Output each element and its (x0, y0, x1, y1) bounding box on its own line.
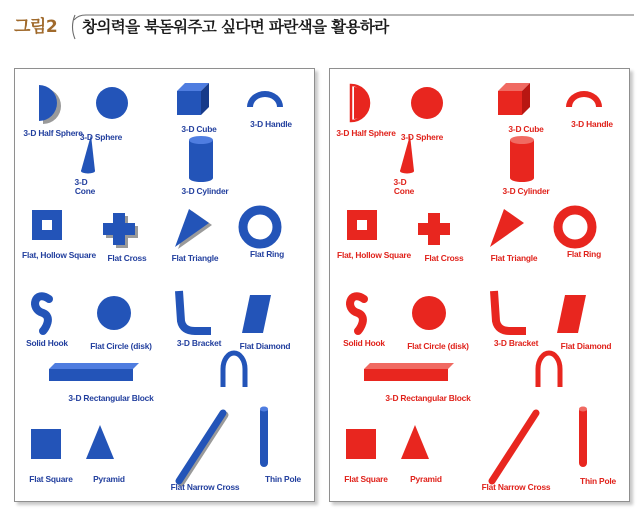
label-rect-block: 3-D Rectangular Block (385, 393, 471, 403)
label-ring: Flat Ring (249, 249, 285, 259)
rectangular-block-shape (49, 363, 139, 381)
hollow-square-shape (347, 210, 377, 240)
cross-shape (418, 213, 450, 245)
label-cube: 3-D Cube (508, 124, 544, 134)
pyramid-shape (401, 425, 429, 459)
label-ring: Flat Ring (566, 249, 602, 259)
red-shapes-panel (329, 68, 630, 502)
label-sphere: 3-D Sphere (79, 132, 123, 142)
label-narrow-cross: Flat Narrow Cross (481, 482, 551, 492)
label-circle-disk: Flat Circle (disk) (407, 341, 469, 351)
label-half-sphere: 3-D Half Sphere (336, 128, 396, 138)
label-pyramid: Pyramid (93, 474, 125, 484)
label-square: Flat Square (29, 474, 73, 484)
rectangular-block-shape (364, 363, 454, 381)
hook-shape (35, 296, 49, 331)
narrow-cross-shape (492, 413, 536, 481)
label-cube: 3-D Cube (181, 124, 217, 134)
bracket-shape (494, 291, 526, 331)
label-pyramid: Pyramid (410, 474, 442, 484)
sphere-shape (411, 87, 443, 119)
diamond-shape (557, 295, 586, 333)
label-half-sphere: 3-D Half Sphere (23, 128, 83, 138)
label-hollow-square: Flat, Hollow Square (337, 250, 411, 260)
half-sphere-shape (39, 85, 61, 124)
label-cone-line2: Cone (74, 186, 96, 196)
circle-disk-shape (412, 296, 446, 330)
label-hook: Solid Hook (26, 338, 68, 348)
label-bracket: 3-D Bracket (493, 338, 539, 348)
label-hook: Solid Hook (343, 338, 385, 348)
label-sphere: 3-D Sphere (400, 132, 444, 142)
label-cylinder: 3-D Cylinder (181, 186, 229, 196)
label-pole: Thin Pole (265, 474, 301, 484)
figure-title: 창의력을 북돋워주고 싶다면 파란색을 활용하라 (82, 18, 389, 36)
label-cross: Flat Cross (107, 253, 147, 263)
triangle-shape (175, 209, 212, 249)
label-handle: 3-D Handle (571, 119, 613, 129)
figure-number: 그림2 (14, 17, 58, 37)
figure-header (14, 14, 626, 44)
arch-shape (223, 353, 245, 387)
narrow-cross-shape (179, 413, 225, 483)
circle-disk-shape (97, 296, 131, 330)
square-shape (31, 429, 61, 459)
label-cone-line2: Cone (393, 186, 415, 196)
cube-shape (177, 83, 209, 115)
pole-shape (579, 407, 587, 468)
label-hollow-square: Flat, Hollow Square (22, 250, 96, 260)
bracket-shape (179, 291, 211, 331)
cross-shape (103, 213, 138, 248)
handle-shape (566, 91, 602, 107)
label-rect-block: 3-D Rectangular Block (68, 393, 154, 403)
label-cross: Flat Cross (424, 253, 464, 263)
label-triangle: Flat Triangle (171, 253, 219, 263)
label-triangle: Flat Triangle (490, 253, 538, 263)
cylinder-shape (189, 136, 213, 182)
half-sphere-shape (351, 85, 370, 121)
label-diamond: Flat Diamond (560, 341, 612, 351)
label-bracket: 3-D Bracket (176, 338, 222, 348)
label-pole: Thin Pole (580, 476, 616, 486)
label-square: Flat Square (344, 474, 388, 484)
ring-shape (558, 210, 592, 244)
blue-shapes-panel (14, 68, 315, 502)
label-cone-line1: 3-D (393, 177, 407, 187)
cylinder-shape (510, 136, 534, 182)
label-diamond: Flat Diamond (239, 341, 291, 351)
handle-shape (247, 91, 283, 107)
square-shape (346, 429, 376, 459)
label-cone-line1: 3-D (74, 177, 88, 187)
label-cylinder: 3-D Cylinder (502, 186, 550, 196)
label-circle-disk: Flat Circle (disk) (90, 341, 152, 351)
hollow-square-shape (32, 210, 62, 240)
pole-shape (260, 407, 268, 468)
arch-shape (538, 353, 560, 387)
pyramid-shape (86, 425, 114, 459)
diamond-shape (242, 295, 271, 333)
triangle-shape (490, 209, 524, 247)
ring-shape (243, 210, 277, 244)
sphere-shape (96, 87, 128, 119)
label-narrow-cross: Flat Narrow Cross (170, 482, 240, 492)
label-handle: 3-D Handle (250, 119, 292, 129)
hook-shape (350, 296, 364, 331)
cube-shape (498, 83, 530, 115)
